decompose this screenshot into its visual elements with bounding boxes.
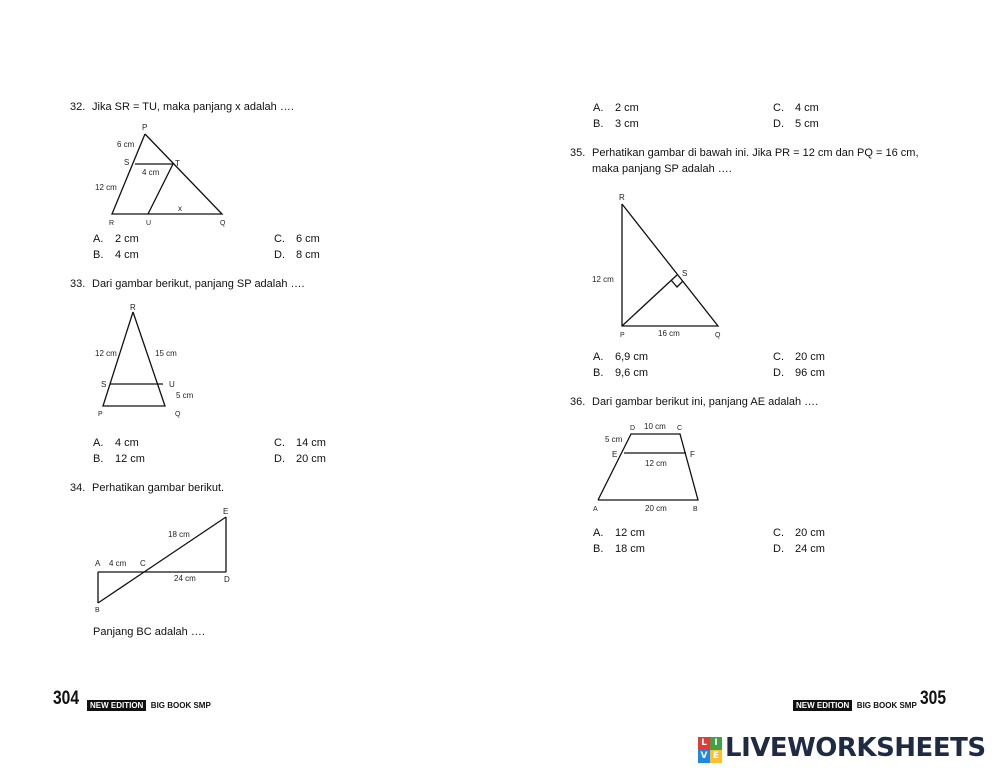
label-b: B	[693, 506, 698, 513]
label-u: U	[169, 380, 175, 389]
edition-badge: NEW EDITION	[793, 700, 852, 711]
label-ab: 20 cm	[645, 504, 667, 513]
label-p: P	[142, 123, 148, 132]
label-ef: 12 cm	[645, 459, 667, 468]
option-b[interactable]: B. 18 cm	[593, 543, 645, 555]
label-s: S	[101, 380, 107, 389]
liveworksheets-wordmark: LIVEWORKSHEETS	[725, 733, 986, 763]
option-a[interactable]: A. 2 cm	[593, 102, 639, 114]
question-33	[70, 278, 305, 290]
label-x: x	[178, 204, 182, 213]
question-number: 34.	[70, 482, 86, 494]
option-a[interactable]: A. 4 cm	[93, 437, 139, 449]
label-uq: 5 cm	[176, 391, 194, 400]
label-cd: 24 cm	[174, 574, 196, 583]
question-number: 32.	[70, 101, 86, 113]
option-c[interactable]: C. 14 cm	[274, 437, 326, 449]
figure-q32	[85, 118, 255, 230]
logo-tile-e: E	[710, 750, 722, 763]
option-d[interactable]: D. 8 cm	[274, 249, 320, 261]
question-32	[70, 101, 294, 113]
question-number: 33.	[70, 278, 86, 290]
series-label: BIG BOOK SMP	[150, 701, 211, 710]
label-ce: 18 cm	[168, 530, 190, 539]
label-e: E	[612, 450, 618, 459]
option-d[interactable]: D. 5 cm	[773, 118, 819, 130]
series-label: BIG BOOK SMP	[856, 701, 917, 710]
option-d[interactable]: D. 20 cm	[274, 453, 326, 465]
label-dc: 10 cm	[644, 422, 666, 431]
label-q: Q	[175, 411, 181, 418]
question-text: Perhatikan gambar berikut.	[92, 482, 225, 494]
label-c: C	[677, 425, 683, 432]
label-r: R	[130, 303, 136, 312]
option-a[interactable]: A. 6,9 cm	[593, 351, 649, 363]
label-s: S	[124, 158, 130, 167]
question-text: Perhatikan gambar di bawah ini. Jika PR = 12 cm dan PQ = 16 cm,	[592, 147, 919, 159]
question-35-line2: maka panjang SP adalah ….	[592, 163, 732, 175]
label-u: U	[146, 220, 152, 227]
page-number: 305	[920, 688, 946, 709]
option-c[interactable]: C. 20 cm	[773, 351, 825, 363]
logo-tile-l: L	[698, 737, 710, 750]
triangle-rpq	[103, 312, 165, 406]
label-ps: 6 cm	[117, 140, 135, 149]
question-number: 35.	[570, 147, 586, 159]
figure-q33	[85, 298, 215, 424]
label-t: T	[175, 159, 180, 168]
label-q: Q	[220, 220, 226, 227]
option-d[interactable]: D. 96 cm	[773, 367, 825, 379]
page-number: 304	[53, 688, 79, 709]
label-s: S	[682, 269, 688, 278]
figure-q36	[588, 418, 718, 516]
label-st: 4 cm	[142, 168, 160, 177]
option-d[interactable]: D. 24 cm	[773, 543, 825, 555]
label-de: 5 cm	[605, 435, 623, 444]
label-sr: 12 cm	[95, 183, 117, 192]
right-angle-mark	[671, 280, 683, 287]
figure-q34	[88, 503, 248, 618]
question-number: 36.	[570, 396, 586, 408]
label-ru: 15 cm	[155, 349, 177, 358]
question-34-prompt: Panjang BC adalah ….	[93, 626, 205, 638]
liveworksheets-logo	[698, 737, 722, 763]
label-p: P	[98, 411, 103, 418]
label-b: B	[95, 607, 100, 614]
option-a[interactable]: A. 2 cm	[93, 233, 139, 245]
triangle-rpq	[622, 204, 718, 326]
question-text: Dari gambar berikut, panjang SP adalah ….	[92, 278, 305, 290]
question-text: Jika SR = TU, maka panjang x adalah ….	[92, 101, 294, 113]
label-d: D	[224, 575, 230, 584]
option-b[interactable]: B. 12 cm	[93, 453, 145, 465]
label-ac: 4 cm	[109, 559, 127, 568]
footer-left	[87, 695, 211, 713]
footer-right	[793, 695, 917, 713]
label-pr: 12 cm	[592, 275, 614, 284]
label-d: D	[630, 425, 636, 432]
edition-badge: NEW EDITION	[87, 700, 146, 711]
option-b[interactable]: B. 4 cm	[93, 249, 139, 261]
option-c[interactable]: C. 20 cm	[773, 527, 825, 539]
label-c: C	[140, 559, 146, 568]
label-a: A	[593, 506, 598, 513]
label-r: R	[109, 220, 115, 227]
question-34	[70, 482, 224, 494]
question-36	[570, 396, 818, 408]
option-b[interactable]: B. 9,6 cm	[593, 367, 649, 379]
label-f: F	[690, 450, 695, 459]
label-q: Q	[715, 332, 721, 339]
label-r: R	[619, 193, 625, 202]
segment-ps	[622, 275, 677, 326]
label-p: P	[620, 332, 625, 339]
figure-q35	[590, 188, 735, 343]
option-c[interactable]: C. 6 cm	[274, 233, 320, 245]
option-b[interactable]: B. 3 cm	[593, 118, 639, 130]
label-rs: 12 cm	[95, 349, 117, 358]
option-a[interactable]: A. 12 cm	[593, 527, 645, 539]
label-a: A	[95, 559, 101, 568]
question-35	[570, 147, 919, 159]
label-pq: 16 cm	[658, 329, 680, 338]
question-text: Dari gambar berikut ini, panjang AE adalah ….	[592, 396, 819, 408]
logo-tile-i: I	[710, 737, 722, 750]
label-e: E	[223, 507, 229, 516]
option-c[interactable]: C. 4 cm	[773, 102, 819, 114]
logo-tile-v: V	[698, 750, 710, 763]
